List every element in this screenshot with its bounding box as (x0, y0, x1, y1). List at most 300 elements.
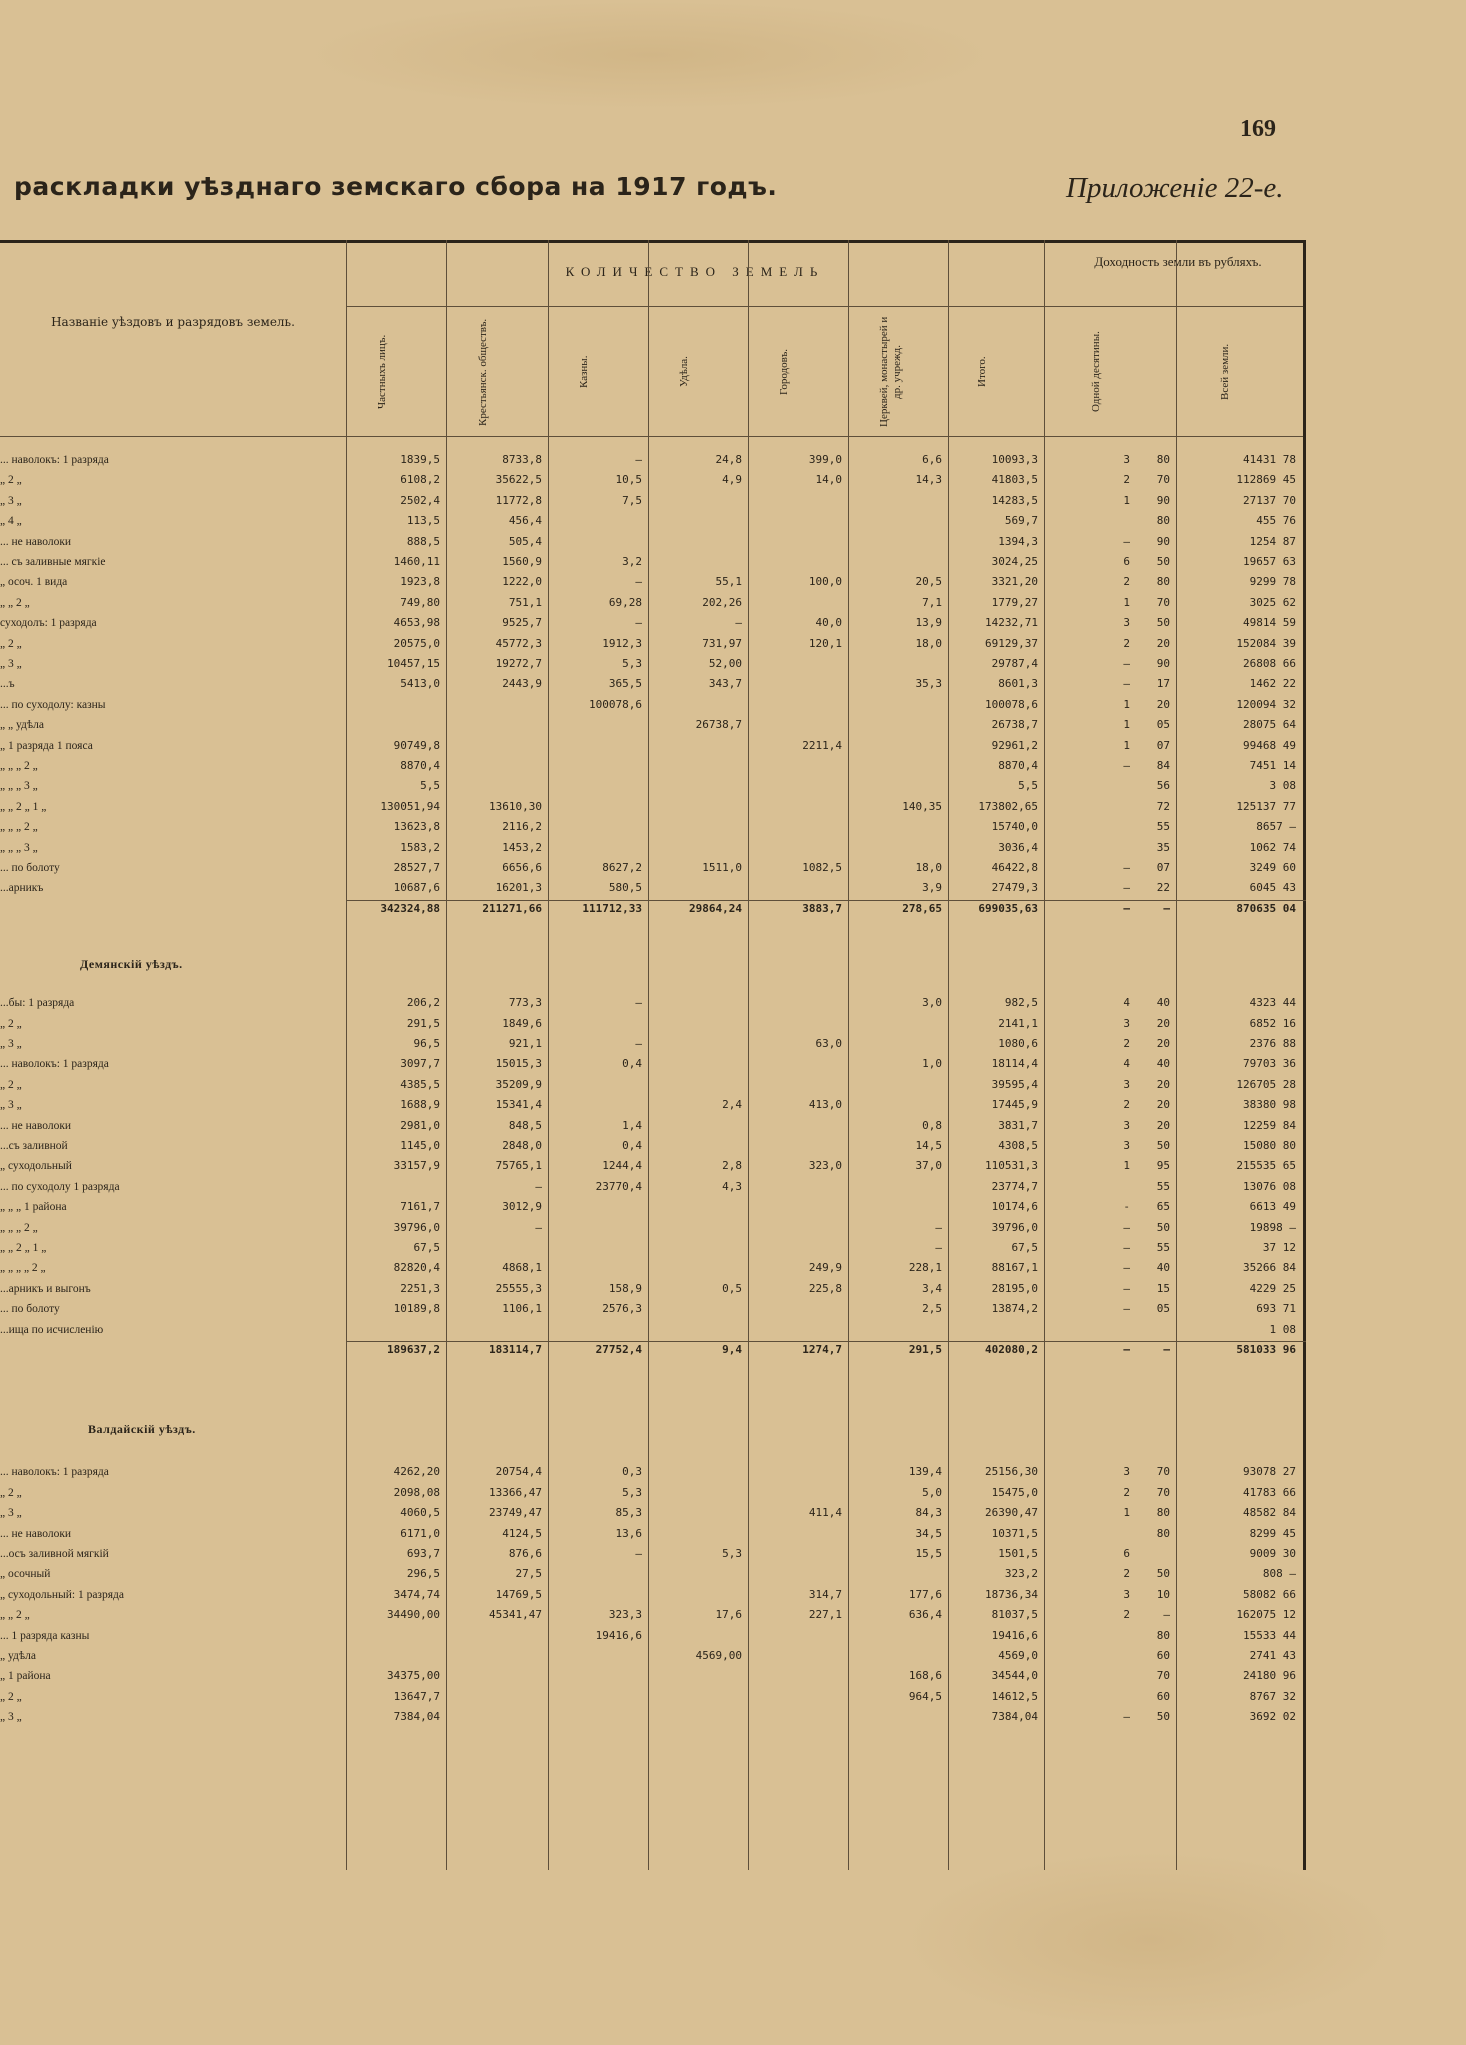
table-cell: 27752,4 (595, 1343, 642, 1356)
table-cell: 95 (1156, 1159, 1170, 1173)
table-cell: 2 (1123, 636, 1130, 650)
table-cell: 48582 84 (1243, 1506, 1296, 1520)
row-label: „ 1 разряда 1 пояса (0, 739, 93, 752)
column-header: Крестьянск. обществъ. (477, 318, 489, 426)
table-cell: 323,2 (1004, 1567, 1038, 1581)
table-cell: 808 — (1262, 1567, 1296, 1581)
table-cell: 9525,7 (502, 616, 542, 630)
table-cell: 413,0 (808, 1098, 842, 1112)
table-cell: 50 (1156, 1567, 1170, 1581)
table-cell: 3012,9 (502, 1200, 542, 1214)
table-cell: 1 (1123, 1506, 1130, 1520)
table-cell: 14283,5 (991, 493, 1038, 507)
table-cell: 2 (1123, 575, 1130, 589)
table-cell: 2741 43 (1249, 1649, 1296, 1662)
table-cell: 3,0 (922, 996, 942, 1010)
table-cell: — (1123, 1281, 1130, 1295)
row-label: „ суходольный (0, 1160, 72, 1173)
table-cell: 15533 44 (1243, 1628, 1296, 1642)
table-cell: 35 (1156, 840, 1170, 854)
table-cell: 65 (1156, 1200, 1170, 1214)
table-row (0, 736, 1306, 756)
table-cell: 580,5 (608, 881, 642, 895)
table-cell: 4 (1123, 996, 1130, 1010)
table-cell: 4308,5 (998, 1139, 1038, 1152)
table-cell: 52,00 (708, 657, 742, 670)
table-cell: 3 08 (1269, 779, 1296, 793)
row-label: „ 3 „ (0, 658, 22, 670)
table-cell: 3474,74 (393, 1587, 440, 1601)
table-cell: 173802,65 (978, 799, 1038, 813)
table-cell: 19898 — (1249, 1220, 1296, 1234)
table-cell: 9009 30 (1249, 1547, 1296, 1560)
table-cell: 70 (1156, 1465, 1170, 1479)
table-cell: 399,0 (808, 453, 842, 466)
row-label: „ „ 2 „ (0, 596, 30, 609)
row-label: „ 2 „ (0, 1486, 22, 1499)
table-cell: — (1123, 759, 1130, 772)
table-cell: — (735, 616, 742, 630)
row-label: „ 3 „ (0, 1507, 22, 1520)
table-cell: 49814 59 (1243, 616, 1296, 630)
table-cell: — (635, 1547, 642, 1560)
table-cell: 0,8 (922, 1118, 942, 1132)
table-row (0, 838, 1306, 858)
table-cell: 228,1 (908, 1261, 942, 1275)
row-label: „ 2 „ (0, 1690, 22, 1703)
table-cell: 2502,4 (400, 493, 440, 507)
table-cell: 3,2 (622, 555, 642, 568)
table-cell: 2848,0 (502, 1139, 542, 1152)
table-cell: 50 (1156, 1220, 1170, 1234)
table-cell: 5,5 (420, 779, 440, 793)
table-cell: 8299 45 (1249, 1526, 1296, 1540)
table-row (0, 1218, 1306, 1238)
row-label: ... наволокъ: 1 разряда (0, 1058, 109, 1071)
table-cell: 152084 39 (1236, 636, 1296, 650)
row-label: ... не наволоки (0, 1527, 72, 1540)
table-cell: 1145,0 (400, 1139, 440, 1152)
table-cell: 225,8 (808, 1281, 842, 1295)
table-row (0, 634, 1306, 654)
table-cell: 1923,8 (400, 575, 440, 589)
column-header: Городовъ. (778, 348, 790, 396)
column-header: Частныхъ лицъ. (376, 334, 388, 410)
table-cell: 13,6 (615, 1526, 642, 1540)
table-cell: 1511,0 (702, 861, 742, 874)
table-cell: 5413,0 (400, 677, 440, 691)
table-cell: 34,5 (915, 1526, 942, 1540)
table-cell: 18,0 (915, 861, 942, 874)
table-cell: 411,4 (808, 1506, 842, 1520)
table-cell: 70 (1156, 1669, 1170, 1683)
table-cell: 693,7 (406, 1547, 440, 1560)
table-cell: 80 (1156, 453, 1170, 466)
table-cell: 18,0 (915, 636, 942, 650)
table-cell: 27479,3 (991, 881, 1038, 895)
row-label: „ „ 2 „ 1 „ (0, 800, 47, 813)
table-cell: 189637,2 (387, 1343, 440, 1356)
table-cell: — (1123, 1220, 1130, 1234)
table-cell: 0,4 (622, 1057, 642, 1071)
table-row (0, 1075, 1306, 1095)
row-label: „ 2 „ (0, 1017, 22, 1030)
table-cell: 0,5 (722, 1281, 742, 1295)
row-label: ...ища по исчисленiю (0, 1323, 104, 1336)
table-cell: 14612,5 (991, 1689, 1038, 1703)
row-label: суходолъ: 1 разряда (0, 617, 97, 630)
district-heading: Валдайскiй уѣздъ. (88, 1422, 196, 1437)
table-cell: 20 (1156, 1037, 1170, 1050)
table-cell: 455 76 (1256, 514, 1296, 528)
table-cell: 581033 96 (1236, 1343, 1296, 1356)
table-row (0, 572, 1306, 592)
table-cell: 2 (1123, 1098, 1130, 1112)
table-cell: 6,6 (922, 453, 942, 466)
table-cell: — (1123, 1343, 1130, 1356)
table-row (0, 1320, 1306, 1340)
table-cell: 8767 32 (1249, 1689, 1296, 1703)
table-cell: 38380 98 (1243, 1098, 1296, 1112)
table-row (0, 1197, 1306, 1217)
table-row (0, 1238, 1306, 1258)
table-cell: 24180 96 (1243, 1669, 1296, 1683)
table-row (0, 450, 1306, 470)
table-cell: 3 (1123, 453, 1130, 466)
table-cell: — (1123, 1261, 1130, 1275)
row-label: „ „ „ 2 „ (0, 821, 38, 834)
table-cell: 5,5 (1018, 779, 1038, 793)
table-cell: 699035,63 (978, 901, 1038, 915)
table-cell: 6045 43 (1249, 881, 1296, 895)
table-row (0, 1034, 1306, 1054)
table-cell: 55,1 (715, 575, 742, 589)
table-cell: 55 (1156, 820, 1170, 834)
table-cell: 5,3 (722, 1547, 742, 1560)
row-label: „ 2 „ (0, 474, 22, 487)
table-cell: 1254 87 (1249, 534, 1296, 548)
table-cell: 34544,0 (991, 1669, 1038, 1683)
table-cell: 206,2 (406, 996, 440, 1010)
table-cell: 15475,0 (991, 1485, 1038, 1499)
paper-stain (300, 0, 1000, 110)
table-cell: 7,5 (622, 493, 642, 507)
table-cell: 22 (1156, 881, 1170, 895)
table-cell: 749,80 (400, 595, 440, 609)
row-label: „ „ „ 3 „ (0, 780, 38, 793)
table-cell: 41431 78 (1243, 453, 1296, 466)
table-cell: 2576,3 (602, 1302, 642, 1316)
table-cell: 16201,3 (495, 881, 542, 895)
column-header: Казны. (578, 355, 590, 389)
table-cell: 80 (1156, 514, 1170, 528)
table-cell: 1394,3 (998, 534, 1038, 548)
table-cell: 90 (1156, 534, 1170, 548)
table-cell: 7384,04 (991, 1710, 1038, 1724)
table-cell: 33157,9 (393, 1159, 440, 1173)
table-cell: 40,0 (815, 616, 842, 630)
table-cell: 14,5 (915, 1139, 942, 1152)
table-cell: 24,8 (715, 453, 742, 466)
table-cell: 100,0 (808, 575, 842, 589)
row-label: ... съ заливные мягкiе (0, 556, 106, 568)
table-cell: 876,6 (508, 1547, 542, 1560)
table-cell: 202,26 (702, 595, 742, 609)
table-cell: 1 (1123, 738, 1130, 752)
row-label: „ осоч. 1 вида (0, 576, 68, 589)
paper-stain (900, 1850, 1400, 2030)
row-label: ...бы: 1 разряда (0, 997, 75, 1010)
table-cell: — (1123, 1241, 1130, 1254)
table-cell: 20575,0 (393, 636, 440, 650)
table-cell: 140,35 (902, 799, 942, 813)
table-row (0, 1646, 1306, 1666)
table-cell: 120094 32 (1236, 697, 1296, 711)
table-cell: 921,1 (508, 1037, 542, 1050)
table-cell: 80 (1156, 1506, 1170, 1520)
table-cell: 4 (1123, 1057, 1130, 1071)
table-cell: - (1123, 1200, 1130, 1214)
table-row (0, 1156, 1306, 1176)
group-header-rule (346, 306, 1306, 307)
table-cell: — (535, 1179, 542, 1193)
table-cell: 3,9 (922, 881, 942, 895)
table-cell: 05 (1156, 718, 1170, 732)
table-cell: 50 (1156, 555, 1170, 568)
table-cell: 1 (1123, 595, 1130, 609)
table-cell: 90749,8 (393, 738, 440, 752)
table-cell: 4,3 (722, 1179, 742, 1193)
table-cell: 1912,3 (602, 636, 642, 650)
table-cell: 20,5 (915, 575, 942, 589)
ledger-table (0, 240, 1306, 1870)
table-cell: 07 (1156, 861, 1170, 874)
table-cell: 125137 77 (1236, 799, 1296, 813)
table-cell: 45341,47 (489, 1608, 542, 1622)
table-cell: 505,4 (508, 534, 542, 548)
table-cell: 4262,20 (393, 1465, 440, 1479)
table-cell: 35622,5 (495, 473, 542, 487)
page-number: 169 (1240, 116, 1276, 142)
table-cell: — (1123, 534, 1130, 548)
table-cell: 5,3 (622, 1485, 642, 1499)
table-cell: 3025 62 (1249, 595, 1296, 609)
table-cell: 14,3 (915, 473, 942, 487)
table-cell: 3 (1123, 1077, 1130, 1091)
table-cell: 1082,5 (802, 861, 842, 874)
table-cell: 4323 44 (1249, 996, 1296, 1010)
table-cell: 40 (1156, 1057, 1170, 1071)
table-cell: 6 (1123, 555, 1130, 568)
table-cell: 3 (1123, 616, 1130, 630)
table-row (0, 756, 1306, 776)
table-row (0, 1095, 1306, 1115)
table-row (0, 511, 1306, 531)
table-cell: 1,0 (922, 1057, 942, 1071)
table-cell: 92961,2 (991, 738, 1038, 752)
table-cell: 2 (1123, 1485, 1130, 1499)
table-cell: — (635, 996, 642, 1010)
table-cell: 126705 28 (1236, 1077, 1296, 1091)
table-cell: 60 (1156, 1689, 1170, 1703)
table-cell: 3 (1123, 1465, 1130, 1479)
table-cell: 20 (1156, 636, 1170, 650)
table-row (0, 1116, 1306, 1136)
row-label: „ „ „ 1 района (0, 1201, 67, 1214)
table-cell: 41783 66 (1243, 1485, 1296, 1499)
table-cell: 3 (1123, 1016, 1130, 1030)
table-cell: 15015,3 (495, 1057, 542, 1071)
table-cell: 90 (1156, 657, 1170, 670)
table-cell: 1688,9 (400, 1098, 440, 1112)
table-cell: 55 (1156, 1179, 1170, 1193)
table-cell: 120,1 (808, 636, 842, 650)
row-label: ...арникъ и выгонъ (0, 1282, 91, 1295)
table-cell: 20 (1156, 1118, 1170, 1132)
table-cell: 162075 12 (1236, 1608, 1296, 1622)
table-row (0, 993, 1306, 1013)
table-cell: — (1123, 881, 1130, 895)
row-label: „ „ „ 2 „ (0, 760, 38, 772)
table-cell: 13,9 (915, 616, 942, 630)
table-cell: 81037,5 (991, 1608, 1038, 1622)
table-cell: 2 (1123, 473, 1130, 487)
table-cell: 10,5 (615, 473, 642, 487)
table-cell: 14,0 (815, 473, 842, 487)
table-row (0, 1585, 1306, 1605)
table-cell: 58082 66 (1243, 1587, 1296, 1601)
table-cell: 8627,2 (602, 861, 642, 874)
table-row (0, 1524, 1306, 1544)
table-cell: 342324,88 (380, 901, 440, 915)
table-cell: 2251,3 (400, 1281, 440, 1295)
table-row (0, 613, 1306, 633)
appendix-label: Приложенiе 22-е. (1066, 172, 1284, 204)
table-cell: 111712,33 (582, 901, 642, 915)
table-cell: — (1123, 677, 1130, 691)
table-cell: 72 (1156, 799, 1170, 813)
table-cell: 19657 63 (1243, 555, 1296, 568)
table-cell: 100078,6 (985, 697, 1038, 711)
table-cell: 158,9 (608, 1281, 642, 1295)
table-cell: 55 (1156, 1241, 1170, 1254)
table-cell: 50 (1156, 1139, 1170, 1152)
table-cell: 40 (1156, 996, 1170, 1010)
table-cell: 4868,1 (502, 1261, 542, 1275)
table-cell: — (635, 1037, 642, 1050)
table-cell: 19272,7 (495, 657, 542, 670)
row-label: ... не наволоки (0, 535, 72, 548)
table-cell: 2116,2 (502, 820, 542, 834)
table-cell: 1583,2 (400, 840, 440, 854)
row-label: ... по суходолу 1 разряда (0, 1180, 120, 1193)
table-row (0, 1014, 1306, 1034)
table-cell: 1839,5 (400, 453, 440, 466)
table-row (0, 715, 1306, 735)
table-cell: 4569,0 (998, 1649, 1038, 1662)
table-cell: 2 (1123, 1037, 1130, 1050)
table-cell: 7451 14 (1249, 759, 1296, 772)
table-cell: 10174,6 (991, 1200, 1038, 1214)
table-cell: 10457,15 (387, 657, 440, 670)
table-cell: 07 (1156, 738, 1170, 752)
table-cell: 50 (1156, 1710, 1170, 1724)
table-row (0, 817, 1306, 837)
table-cell: 80 (1156, 575, 1170, 589)
table-cell: 26738,7 (695, 718, 742, 732)
table-cell: 14769,5 (495, 1587, 542, 1601)
table-cell: 100078,6 (589, 697, 642, 711)
row-label: ...осъ заливной мягкiй (0, 1548, 109, 1560)
table-cell: 2376 88 (1249, 1037, 1296, 1050)
table-cell: 1 (1123, 697, 1130, 711)
table-cell: 365,5 (608, 677, 642, 691)
table-row (0, 654, 1306, 674)
table-cell: 1062 74 (1249, 840, 1296, 854)
table-cell: 6613 49 (1249, 1200, 1296, 1214)
table-cell: 2211,4 (802, 738, 842, 752)
table-cell: 183114,7 (489, 1343, 542, 1356)
table-cell: 278,65 (902, 901, 942, 915)
table-cell: — (935, 1220, 942, 1234)
table-cell: 1 (1123, 718, 1130, 732)
row-label: „ „ „ 3 „ (0, 841, 38, 854)
table-cell: 34375,00 (387, 1669, 440, 1683)
table-cell: 10093,3 (991, 453, 1038, 466)
row-label: „ 3 „ (0, 494, 22, 507)
table-cell: 15,5 (915, 1547, 942, 1560)
table-cell: 37,0 (915, 1159, 942, 1173)
table-cell: 3097,7 (400, 1057, 440, 1071)
table-row (0, 695, 1306, 715)
table-row (0, 674, 1306, 694)
table-cell: — (635, 616, 642, 630)
table-row (0, 593, 1306, 613)
table-row (0, 1503, 1306, 1523)
table-cell: 168,6 (908, 1669, 942, 1683)
table-cell: 70 (1156, 473, 1170, 487)
table-cell: — (1123, 861, 1130, 874)
table-cell: 964,5 (908, 1689, 942, 1703)
table-cell: 10371,5 (991, 1526, 1038, 1540)
table-cell: 296,5 (406, 1567, 440, 1581)
table-cell: 7,1 (922, 595, 942, 609)
table-cell: 3249 60 (1249, 861, 1296, 874)
table-cell: 6656,6 (502, 861, 542, 874)
table-cell: 23774,7 (991, 1179, 1038, 1193)
table-cell: 12259 84 (1243, 1118, 1296, 1132)
table-row (0, 491, 1306, 511)
income-header: Доходность земли въ рубляхъ. (1094, 254, 1262, 269)
table-row (0, 1462, 1306, 1482)
table-cell: 1,4 (622, 1118, 642, 1132)
table-cell: 5,3 (622, 657, 642, 670)
table-row (0, 1279, 1306, 1299)
table-cell: — (1123, 901, 1130, 915)
table-cell: 37 12 (1262, 1241, 1296, 1254)
table-cell: 9299 78 (1249, 575, 1296, 589)
table-cell: 227,1 (808, 1608, 842, 1622)
table-cell: 34490,00 (387, 1608, 440, 1622)
table-row (0, 1687, 1306, 1707)
table-cell: 3321,20 (991, 575, 1038, 589)
table-cell: 84 (1156, 759, 1170, 772)
row-label: ... 1 разряда казны (0, 1629, 90, 1642)
table-row (0, 797, 1306, 817)
table-row (0, 1666, 1306, 1686)
table-cell: 402080,2 (985, 1343, 1038, 1356)
district-heading: Демянскiй уѣздъ. (80, 957, 183, 972)
